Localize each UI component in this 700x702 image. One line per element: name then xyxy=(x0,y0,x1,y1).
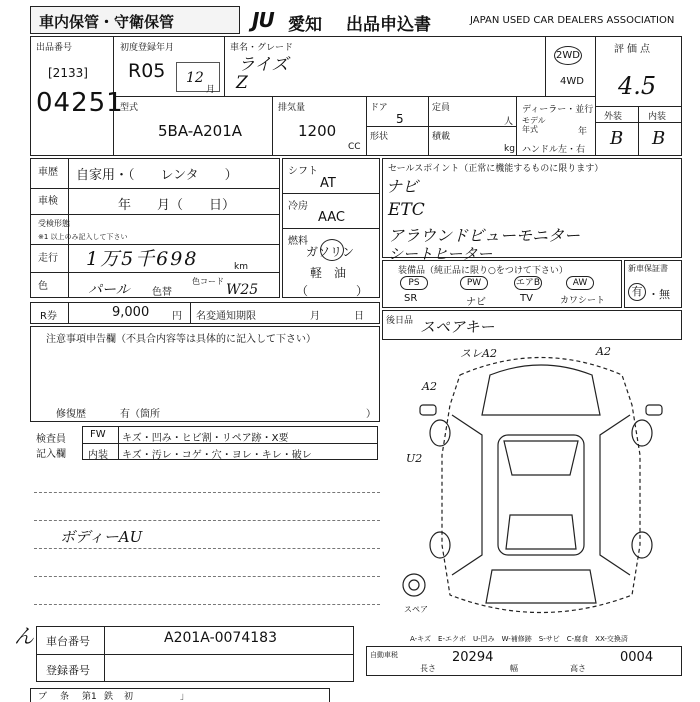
reception-label: 受検形態 xyxy=(38,219,70,228)
width-label: 幅 xyxy=(510,664,518,673)
after-items-label: 後日品 xyxy=(386,316,414,326)
inspector-note: ボディーAU xyxy=(60,528,143,546)
recycle-unit: 円 xyxy=(172,311,182,322)
car-damage-diagram xyxy=(400,345,682,630)
inspection-label: 車検 xyxy=(38,196,58,207)
color-code-label: 色コード xyxy=(192,277,224,286)
first-reg-month-unit: 月 xyxy=(206,85,216,95)
shift-label: シフト xyxy=(288,166,318,177)
model-name: ライズ xyxy=(238,55,289,75)
assoc-name: JAPAN USED CAR DEALERS ASSOCIATION xyxy=(470,15,675,26)
mileage-label: 走行 xyxy=(38,253,58,264)
bottom-row-item: 」 xyxy=(180,692,190,702)
int-items: キズ・汚レ・コゲ・穴・ヨレ・キレ・破レ xyxy=(122,450,312,461)
equipment-item: PS xyxy=(400,276,428,290)
first-reg-label: 初度登録年月 xyxy=(120,43,175,53)
transfer-label: 名変通知期限 xyxy=(196,311,256,322)
equipment-item: AW xyxy=(566,276,594,290)
tax-label: 自動車税 xyxy=(370,651,398,659)
first-reg-month: 12 xyxy=(186,70,204,86)
height-label: 高さ xyxy=(570,664,586,673)
length-label: 長さ xyxy=(420,664,436,673)
drive-2wd: 2WD xyxy=(554,46,582,65)
reception-note: ※1 以上のみ記入して下さい xyxy=(38,233,128,241)
notes-label: 注意事項申告欄（不具合内容等は具体的に記入して下さい） xyxy=(46,334,316,345)
length-value: 20294 xyxy=(452,650,494,665)
org-name: 愛知 xyxy=(288,15,322,35)
storage-tab-label: 車内保管・守衛保管 xyxy=(39,13,175,31)
displacement-unit: CC xyxy=(348,142,361,152)
score-ext-value: B xyxy=(610,128,624,149)
fuel-label: 燃料 xyxy=(288,236,308,247)
displacement-label: 排気量 xyxy=(278,103,306,113)
doors-label: ドア xyxy=(370,103,388,113)
model-year-label: モデル 年式 xyxy=(522,116,546,134)
displacement-value: 1200 xyxy=(298,122,337,140)
diagram-label: A2 xyxy=(596,345,611,358)
handle-value: 左・右 xyxy=(558,145,586,155)
history-label: 車歴 xyxy=(38,167,58,178)
equipment-item: SR xyxy=(404,293,418,304)
score-label: 評価点 xyxy=(614,44,653,55)
score-int-value: B xyxy=(652,128,666,149)
history-value: 自家用・（ レンタ ） xyxy=(76,168,238,183)
shift-value: AT xyxy=(320,176,336,191)
fw-items: キズ・凹み・ヒビ割・リペア跡・X要 xyxy=(122,433,289,444)
fuel-value: ガソリン xyxy=(306,245,355,259)
sales-point-item: アラウンドビューモニター xyxy=(388,226,581,245)
spare-label: スペア xyxy=(404,605,428,614)
recycle-label: R券 xyxy=(40,311,57,322)
score-int-label: 内装 xyxy=(648,112,667,122)
diagram-label: U2 xyxy=(406,452,423,465)
bottom-row-item: 初 xyxy=(124,692,134,702)
diagram-legend: A-キズ E-エクボ U-凹み W-補修跡 S-サビ C-腐食 XX-交換済 xyxy=(410,635,628,643)
chassis-value: A201A-0074183 xyxy=(164,630,277,646)
fuel-alt: 軽 油 xyxy=(310,266,347,280)
reg-label: 登録番号 xyxy=(46,664,90,677)
diagram-label: スレA2 xyxy=(460,347,497,360)
handle-label: ハンドル xyxy=(522,145,559,155)
inspector-label-2: 記入欄 xyxy=(36,449,66,460)
repair-value: 有（箇所 xyxy=(120,409,160,420)
sales-point-item: シートヒーター xyxy=(388,245,493,263)
lot-sub-number: [2133] xyxy=(48,66,88,80)
equipment-label: 装備品（純正品に限り○をつけて下さい） xyxy=(398,266,568,276)
color-change-label: 色替 xyxy=(152,287,172,298)
score-ext-label: 外装 xyxy=(604,112,623,122)
chassis-label: 車台番号 xyxy=(46,635,90,648)
bottom-row-item: 第1 xyxy=(82,692,97,702)
mileage-unit: km xyxy=(234,262,248,272)
score-value: 4.5 xyxy=(618,72,657,100)
ju-logo: JU xyxy=(252,8,274,32)
bottom-row-item: ブ xyxy=(38,692,48,702)
fw-prefix: FW xyxy=(90,429,106,440)
storage-tab xyxy=(30,6,240,34)
bottom-row-item: 条 xyxy=(60,692,70,702)
drive-4wd: 4WD xyxy=(560,76,584,87)
after-items-value: スペアキー xyxy=(420,318,495,336)
sales-point-item: ナビ xyxy=(386,177,419,196)
capacity-label: 定員 xyxy=(432,103,451,113)
model-year-unit: 年 xyxy=(578,127,588,137)
transfer-day: 日 xyxy=(354,311,364,322)
doors-value: 5 xyxy=(396,112,404,126)
mileage-value: 1万5千698 xyxy=(86,248,199,270)
dealer-label: ディーラー・並行 xyxy=(522,105,594,115)
sales-point-item: ETC xyxy=(388,200,425,220)
color-value: パール xyxy=(88,282,130,298)
sales-points-label: セールスポイント（正常に機能するものに限ります） xyxy=(388,164,604,174)
shape-label: 形状 xyxy=(370,132,389,142)
lot-number: 04251 xyxy=(36,88,124,118)
cooler-value: AAC xyxy=(318,210,345,225)
recycle-value: 9,000 xyxy=(112,305,150,320)
cooler-label: 冷房 xyxy=(288,201,308,212)
inspection-value: 年 月（ 日） xyxy=(118,198,236,213)
repair-label: 修復歴 xyxy=(56,409,86,420)
model-grade: Z xyxy=(236,73,248,93)
type-label: 型式 xyxy=(120,103,139,113)
equipment-item: ナビ xyxy=(466,297,486,308)
inspector-label-1: 検査員 xyxy=(36,434,66,445)
transfer-month: 月 xyxy=(310,311,320,322)
type-value: 5BA-A201A xyxy=(158,122,243,140)
load-unit: kg xyxy=(504,144,515,154)
warranty-yes: 有 xyxy=(628,283,646,301)
warranty-no: ・無 xyxy=(648,288,670,301)
equipment-item: カワシート xyxy=(560,296,606,306)
diagram-label: A2 xyxy=(422,380,437,393)
equipment-item: PW xyxy=(460,276,488,290)
color-label: 色 xyxy=(38,281,48,292)
fuel-paren: （ ） xyxy=(296,284,369,298)
equipment-item: エアB xyxy=(515,278,541,288)
fuel-circle-mark xyxy=(320,239,344,261)
warranty-label: 新車保証書 xyxy=(628,264,668,273)
equipment-item: TV xyxy=(520,293,533,304)
load-label: 積載 xyxy=(432,132,451,142)
first-reg-era-year: R05 xyxy=(128,60,166,82)
model-name-label: 車名・グレード xyxy=(230,43,294,53)
capacity-unit: 人 xyxy=(504,117,514,127)
color-code-value: W25 xyxy=(226,282,259,298)
lot-label: 出品番号 xyxy=(36,43,73,53)
doc-title: 出品申込書 xyxy=(346,15,431,35)
height-value: 0004 xyxy=(620,650,654,665)
bottom-row-item: 鉄 xyxy=(104,692,114,702)
int-prefix: 内装 xyxy=(88,450,108,461)
